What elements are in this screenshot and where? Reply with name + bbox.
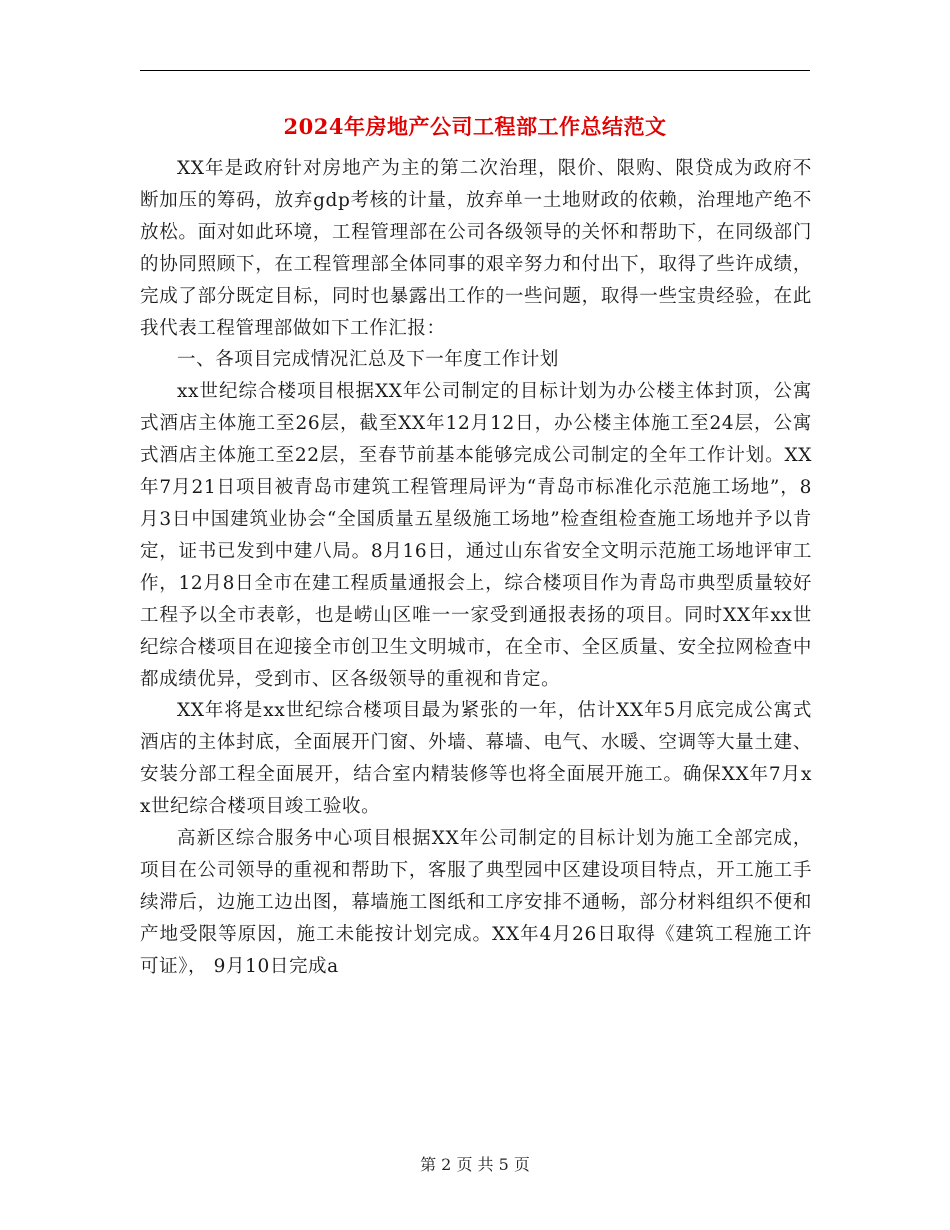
paragraph-service-center: 高新区综合服务中心项目根据XX年公司制定的目标计划为施工全部完成，项目在公司领导的重视和帮助下，客服了典型园中区建设项目特点，开工施工手续滞后，边施工边出图，幕墙施工图纸和工序安排不通畅，部分材料组织不便和产地受限等原因，施工未能按计划完成。XX年4月26日取得《建筑工程施工许可证》， 9月10日完成a [140, 828, 812, 977]
paragraph-intro: XX年是政府针对房地产为主的第二次治理，限价、限购、限贷成为政府不断加压的筹码，放弃gdp考核的计量，放弃单一土地财政的依赖，治理地产绝不放松。面对如此环境，工程管理部在公司各级领导的关怀和帮助下，在同级部门的协同照顾下，在工程管理部全体同事的艰辛努力和付出下，取得了些许成绩，完成了部分既定目标，同时也暴露出工作的一些问题，取得一些宝贵经验，在此我代表工程管理部做如下工作汇报： [140, 158, 812, 339]
section-heading: 一、各项目完成情况汇总及下一年度工作计划 [177, 349, 560, 371]
header-rule [140, 70, 810, 71]
document-body [140, 153, 812, 983]
document-title: 2024年房地产公司工程部工作总结范文 [283, 114, 667, 139]
paragraph-next-year-plan: XX年将是xx世纪综合楼项目最为紧张的一年，估计XX年5月底完成公寓式酒店的主体封底，全面展开门窗、外墙、幕墙、电气、水暖、空调等大量土建、安装分部工程全面展开，结合室内精装修等也将全面展开施工。确保XX年7月xx世纪综合楼项目竣工验收。 [140, 700, 812, 818]
page-number: 第 2 页 共 5 页 [420, 1155, 530, 1174]
paragraph-century-building: xx世纪综合楼项目根据XX年公司制定的目标计划为办公楼主体封顶，公寓式酒店主体施工至26层，截至XX年12月12日，办公楼主体施工至24层，公寓式酒店主体施工至22层，至春节前基本能够完成公司制定的全年工作计划。XX年7月21日项目被青岛市建筑工程管理局评为“青岛市标准化示范施工场地”，8月3日中国建筑业协会“全国质量五星级施工场地”检查组检查施工场地并予以肯定，证书已发到中建八局。8月16日，通过山东省安全文明示范施工场地评审工作，12月8日全市在建工程质量通报会上，综合楼项目作为青岛市典型质量较好工程予以全市表彰，也是崂山区唯一一家受到通报表扬的项目。同时XX年xx世纪综合楼项目在迎接全市创卫生文明城市，在全市、全区质量、安全拉网检查中都成绩优异，受到市、区各级领导的重视和肯定。 [140, 381, 812, 690]
page-footer [0, 1153, 950, 1177]
